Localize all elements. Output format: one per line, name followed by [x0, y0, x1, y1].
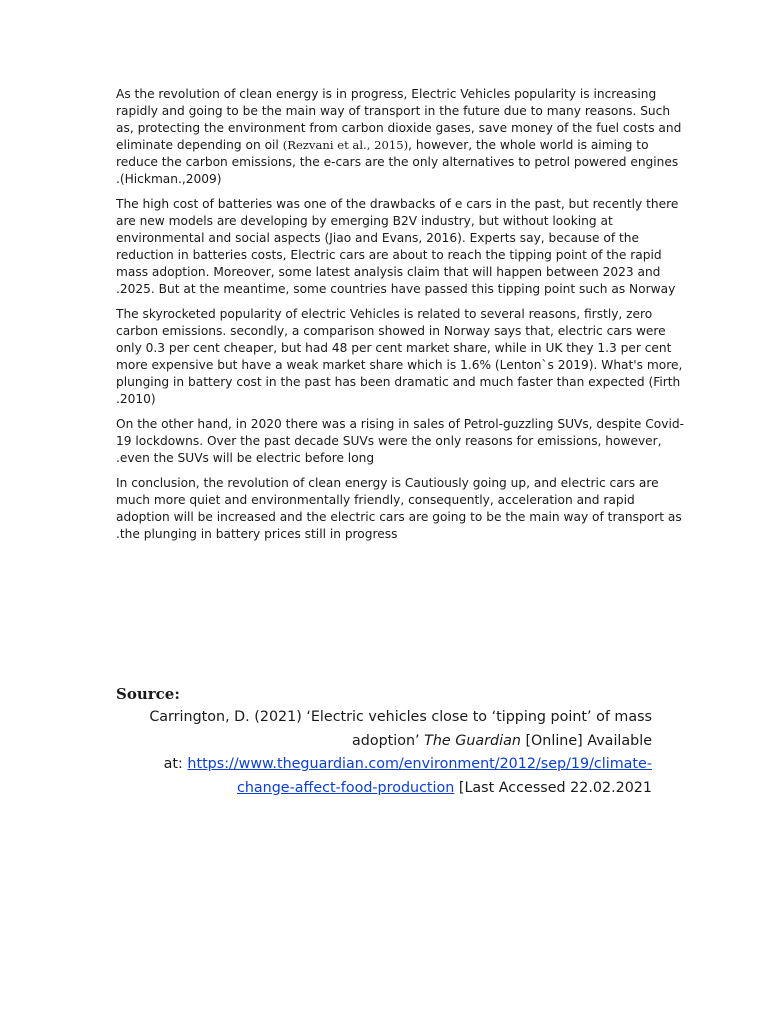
paragraph-conclusion: [116, 475, 682, 543]
paragraph-line: .even the SUVs will be electric before long: [116, 451, 375, 465]
paragraph-line: reduce the carbon emissions, the e-cars are the only alternatives to petrol powered engines: [116, 155, 679, 169]
reference-text: adoption’: [351, 732, 425, 749]
paragraph-line: As the revolution of clean energy is in progress, Electric Vehicles popularity is increasing: [116, 87, 657, 101]
reference-line: Carrington, D. (2021) ‘Electric vehicles close to ‘tipping point’ of mass: [149, 709, 652, 725]
paragraph-line: mass adoption. Moreover, some latest analysis claim that will happen between 2023 and: [116, 265, 661, 279]
citation-rezvani: (Rezvani et al., 2015): [282, 138, 409, 152]
line-text: eliminate depending on oil: [116, 138, 283, 152]
line-text: , however, the whole world is aiming to: [408, 138, 649, 152]
paragraph-line: rapidly and going to be the main way of transport in the future due to many reasons. Such: [116, 104, 671, 118]
source-url-link-continued[interactable]: change-affect-food-production: [236, 779, 455, 796]
paragraph-suvs: [116, 416, 684, 467]
paragraph-line: environmental and social aspects (Jiao and Evans, 2016). Experts say, because of the: [116, 231, 639, 245]
reference-text: [Online] Available: [520, 732, 652, 749]
paragraph-line: more expensive but have a weak market share which is 1.6% (Lenton`s 2019). What's more,: [116, 358, 683, 372]
reference-line: [116, 730, 652, 754]
paragraph-line: .(Hickman.,2009): [116, 172, 222, 186]
paragraph-line: reduction in batteries costs, Electric cars are about to reach the tipping point of the rapid: [116, 248, 662, 262]
source-section: [116, 684, 652, 800]
paragraph-line: In conclusion, the revolution of clean energy is Cautiously going up, and electric cars are: [116, 476, 659, 490]
paragraph-line: The skyrocketed popularity of electric Vehicles is related to several reasons, firstly, zero: [116, 307, 653, 321]
paragraph-line: The high cost of batteries was one of the drawbacks of e cars in the past, but recently there: [116, 197, 679, 211]
paragraph-line: .2010): [116, 392, 156, 406]
paragraph-line: are new models are developing by emerging B2V industry, but without looking at: [116, 214, 613, 228]
paragraph-intro: [116, 86, 682, 188]
essay-body: [116, 86, 684, 551]
paragraph-line: carbon emissions. secondly, a comparison showed in Norway says that, electric cars were: [116, 324, 666, 338]
paragraph-line: adoption will be increased and the electric cars are going to be the main way of transport as: [116, 510, 682, 524]
paragraph-line: only 0.3 per cent cheaper, but had 48 per cent market share, while in UK they 1.3 per cent: [116, 341, 672, 355]
paragraph-line: .2025. But at the meantime, some countries have passed this tipping point such as Norway: [116, 282, 676, 296]
paragraph-line: .the plunging in battery prices still in progress: [116, 527, 398, 541]
source-reference: [116, 706, 652, 800]
paragraph-line: as, protecting the environment from carbon dioxide gases, save money of the fuel costs and: [116, 121, 682, 135]
paragraph-line: 19 lockdowns. Over the past decade SUVs were the only reasons for emissions, however,: [116, 434, 662, 448]
reference-text: [Last Accessed 22.02.2021: [454, 779, 652, 796]
reference-line: [116, 753, 652, 777]
paragraph-line: On the other hand, in 2020 there was a rising in sales of Petrol-guzzling SUVs, despite Covid-: [116, 417, 684, 431]
paragraph-line: plunging in battery cost in the past has been dramatic and much faster than expected (Firth: [116, 375, 681, 389]
source-heading: Source:: [116, 685, 180, 703]
publication-title: The Guardian: [424, 732, 521, 749]
reference-line: [116, 777, 652, 801]
paragraph-popularity: [116, 306, 683, 408]
paragraph-batteries: [116, 196, 679, 298]
reference-text: at:: [163, 756, 188, 772]
paragraph-line: much more quiet and environmentally friendly, consequently, acceleration and rapid: [116, 493, 635, 507]
paragraph-line-with-citation: [116, 137, 649, 154]
source-url-link[interactable]: https://www.theguardian.com/environment/2012/sep/19/climate-: [187, 756, 652, 772]
